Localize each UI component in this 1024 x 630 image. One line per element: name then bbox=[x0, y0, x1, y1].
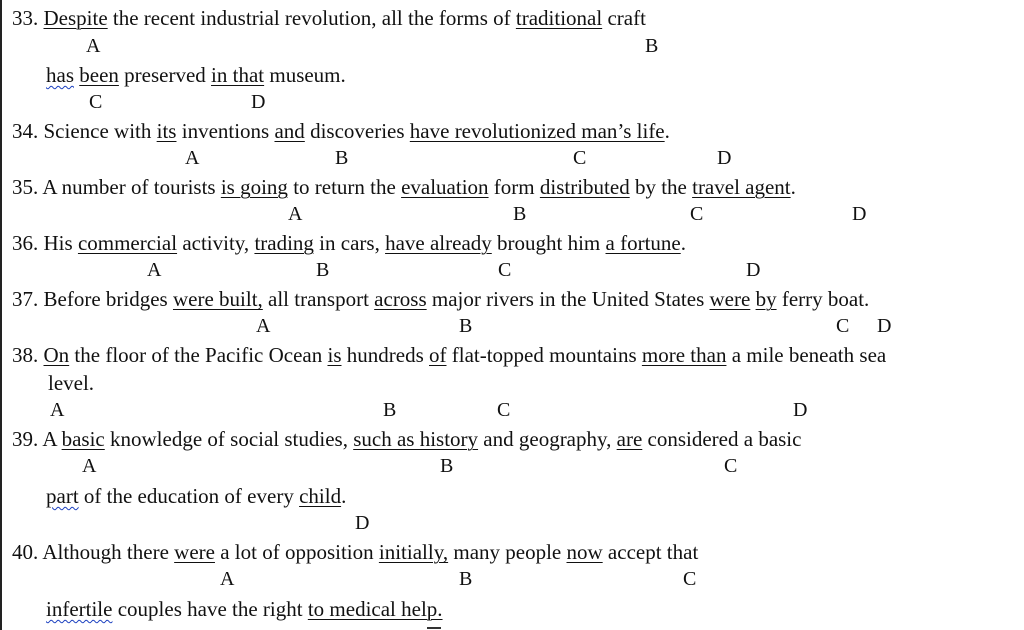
option-label-b: B bbox=[459, 568, 473, 590]
question-number: 38. bbox=[12, 343, 39, 367]
question-40-line-1: 40. Although there were a lot of opposition initially, many people now accept that bbox=[12, 540, 699, 564]
option-label-a: A bbox=[86, 35, 101, 57]
left-margin-rule bbox=[0, 0, 2, 630]
question-number: 39. bbox=[12, 427, 39, 451]
question-34-line: 34. Science with its inventions and discoveries have revolutionized man’s life. bbox=[12, 119, 670, 143]
option-label-a: A bbox=[288, 203, 303, 225]
option-label-c: C bbox=[498, 259, 512, 281]
option-label-b: B bbox=[316, 259, 330, 281]
option-label-a: A bbox=[185, 147, 200, 169]
option-label-d: D bbox=[746, 259, 761, 281]
option-label-d: D bbox=[852, 203, 867, 225]
option-label-c: C bbox=[89, 91, 103, 113]
question-39-line-2: part of the education of every child. bbox=[46, 484, 347, 508]
question-36-line: 36. His commercial activity, trading in cars, have already brought him a fortune. bbox=[12, 231, 686, 255]
option-label-d: D bbox=[877, 315, 892, 337]
option-label-c: C bbox=[690, 203, 704, 225]
question-39-line-1: 39. A basic knowledge of social studies, such as history and geography, are considered a basic bbox=[12, 427, 802, 451]
option-label-d: D bbox=[793, 399, 808, 421]
question-number: 35. bbox=[12, 175, 39, 199]
question-number: 37. bbox=[12, 287, 39, 311]
option-label-d: D bbox=[251, 91, 266, 113]
question-35-line: 35. A number of tourists is going to return the evaluation form distributed by the travel agent. bbox=[12, 175, 796, 199]
option-label-c: C bbox=[724, 455, 738, 477]
option-label-a: A bbox=[147, 259, 162, 281]
option-label-a: A bbox=[82, 455, 97, 477]
option-label-b: B bbox=[440, 455, 454, 477]
option-label-d: D bbox=[717, 147, 732, 169]
option-label-b: B bbox=[513, 203, 527, 225]
cropped-label-mark bbox=[427, 627, 441, 629]
option-label-c: C bbox=[573, 147, 587, 169]
question-33-line-2: has been preserved in that museum. bbox=[46, 63, 346, 87]
option-label-c: C bbox=[683, 568, 697, 590]
question-number: 33. bbox=[12, 6, 39, 30]
question-40-line-2: infertile couples have the right to medical help. bbox=[46, 597, 443, 621]
option-label-b: B bbox=[645, 35, 659, 57]
option-label-b: B bbox=[459, 315, 473, 337]
option-label-c: C bbox=[836, 315, 850, 337]
question-number: 34. bbox=[12, 119, 39, 143]
option-label-b: B bbox=[335, 147, 349, 169]
question-38-line-2: level. bbox=[48, 371, 95, 395]
question-33-line-1: 33. Despite the recent industrial revolution, all the forms of traditional craft bbox=[12, 6, 646, 30]
option-label-b: B bbox=[383, 399, 397, 421]
question-number: 36. bbox=[12, 231, 39, 255]
option-label-c: C bbox=[497, 399, 511, 421]
option-label-a: A bbox=[256, 315, 271, 337]
question-38-line-1: 38. On the floor of the Pacific Ocean is hundreds of flat-topped mountains more than a mile beneath sea bbox=[12, 343, 887, 367]
question-number: 40. bbox=[12, 540, 39, 564]
option-label-a: A bbox=[50, 399, 65, 421]
option-label-d: D bbox=[355, 512, 370, 534]
question-37-line: 37. Before bridges were built, all transport across major rivers in the United States were by ferry boat. bbox=[12, 287, 870, 311]
option-label-a: A bbox=[220, 568, 235, 590]
